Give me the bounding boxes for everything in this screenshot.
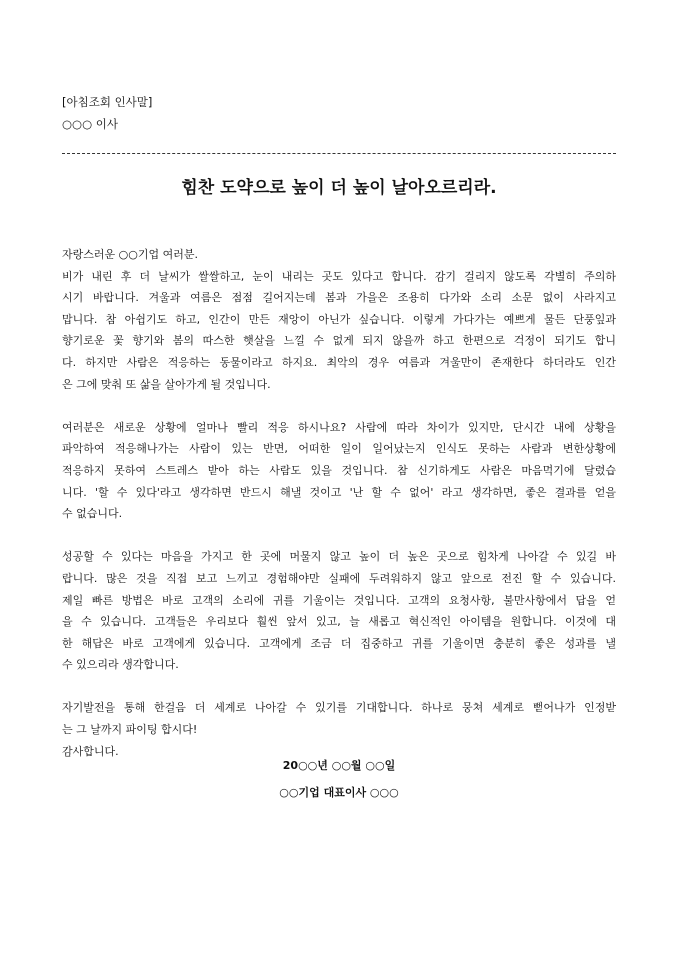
- author-line: ○○○ 이사: [62, 117, 118, 131]
- paragraph-spacer: [62, 676, 616, 698]
- dashed-divider: [62, 153, 616, 154]
- paragraph-spacer: [62, 525, 616, 547]
- paragraph-line: 수 없습니다.: [62, 507, 123, 521]
- paragraph-line: 제일 빠른 방법은 바로 고객의 소리에 귀를 기울이는 것입니다. 고객의 요청사항, 불만사항에서 답을 얻: [62, 593, 616, 607]
- paragraph-line: 을 수 있습니다. 고객들은 우리보다 훨씬 앞서 있고, 늘 새롭고 혁신적인 아이템을 원합니다. 이것에 대: [62, 615, 616, 629]
- letter-body: [62, 244, 616, 762]
- paragraph-2: [62, 417, 616, 525]
- paragraph-line: 비가 내린 후 더 날씨가 쌀쌀하고, 눈이 내리는 곳도 있다고 합니다. 감기 걸리지 않도록 각별히 주의하: [62, 269, 616, 283]
- paragraph-line: 맙니다. 참 아쉽기도 하고, 인간이 만든 재앙이 아닌가 싶습니다. 이렇게 가다가는 예쁘게 물든 단풍잎과: [62, 312, 616, 326]
- paragraph-line: 은 그에 맞춰 또 삶을 살아가게 될 것입니다.: [62, 377, 271, 391]
- paragraph-line: 여러분은 새로운 상황에 얼마나 빨리 적응 하시나요? 사람에 따라 차이가 있지만, 단시간 내에 상황을: [62, 420, 616, 434]
- paragraph-line: 다. 하지만 사람은 적응하는 동물이라고 하지요. 최악의 경우 여름과 겨울만이 존재한다 하더라도 인간: [62, 355, 616, 369]
- paragraph-line: 적응하지 못하여 스트레스 받아 하는 사람도 있을 것입니다. 참 신기하게도 사람은 마음먹기에 달렸습: [62, 463, 616, 477]
- paragraph-line: 수 있으리라 생각합니다.: [62, 658, 179, 672]
- greeting-line: 자랑스러운 ○○기업 여러분.: [62, 248, 198, 261]
- page-title: 힘찬 도약으로 높이 더 높이 날아오르리라.: [181, 178, 497, 198]
- paragraph-line: 는 그 날까지 파이팅 합시다!: [62, 723, 198, 737]
- paragraph-line: 향기로운 꽃 향기와 봄의 따스한 햇살을 느낄 수 없게 되지 않을까 하고 한편으로 걱정이 되기도 합니: [62, 334, 616, 348]
- document-tag: [아침조회 인사말]: [62, 95, 153, 109]
- paragraph-spacer: [62, 395, 616, 417]
- paragraph-3: [62, 546, 616, 676]
- document-date: 20○○년 ○○월 ○○일: [282, 759, 396, 772]
- paragraph-1: [62, 266, 616, 396]
- paragraph-line: 시기 바랍니다. 겨울과 여름은 점점 길어지는데 봄과 가을은 조용히 다가와 소리 소문 없이 사라지고: [62, 291, 616, 305]
- paragraph-line: 니다. '할 수 있다'라고 생각하면 반드시 해낼 것이고 '난 할 수 없어' 라고 생각하면, 좋은 결과를 얻을: [62, 485, 616, 499]
- paragraph-4: [62, 697, 616, 762]
- paragraph-line: 파악하여 적응해나가는 사람이 있는 반면, 어떠한 일이 일어났는지 인식도 못하는 사람과 변한상황에: [62, 442, 616, 456]
- paragraph-line: 자기발전을 통해 한걸음 더 세계로 나아갈 수 있기를 기대합니다. 하나로 뭉쳐 세계로 뻗어나가 인정받: [62, 701, 616, 715]
- closing-line: 감사합니다.: [62, 744, 119, 758]
- signature-line: ○○기업 대표이사 ○○○: [279, 786, 399, 799]
- paragraph-line: 한 해답은 바로 고객에게 있습니다. 고객에게 조금 더 집중하고 귀를 기울이면 충분히 좋은 성과를 낼: [62, 636, 616, 650]
- paragraph-line: 랍니다. 많은 것을 직접 보고 느끼고 경험해야만 실패에 두려워하지 않고 앞으로 전진 할 수 있습니다.: [62, 571, 616, 585]
- paragraph-line: 성공할 수 있다는 마음을 가지고 한 곳에 머물지 않고 높이 더 높은 곳으로 힘차게 나아갈 수 있길 바: [62, 550, 616, 564]
